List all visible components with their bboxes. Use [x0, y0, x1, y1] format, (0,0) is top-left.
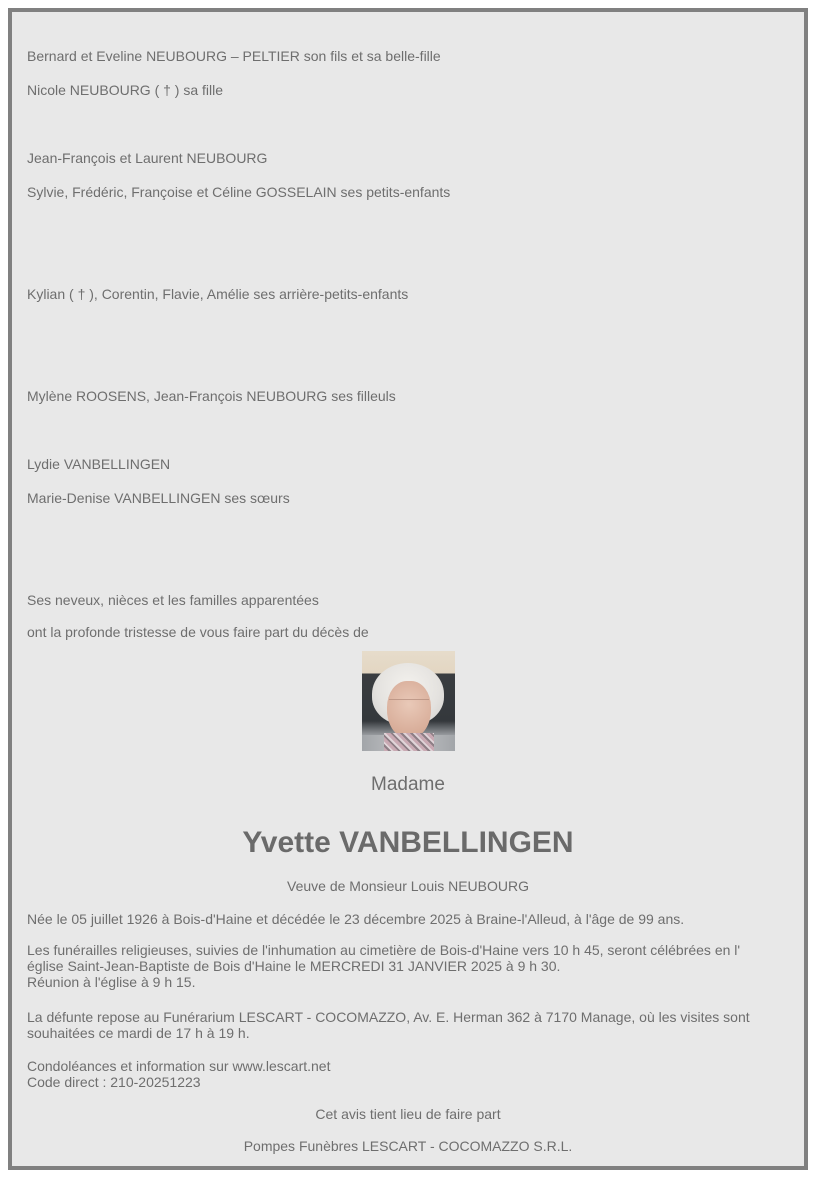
- family-line-sister-1: Lydie VANBELLINGEN: [27, 456, 171, 472]
- funeral-company: Pompes Funèbres LESCART - COCOMAZZO S.R.L.: [243, 1138, 573, 1154]
- notice-text: Cet avis tient lieu de faire part: [315, 1106, 501, 1122]
- family-line-godchildren: Mylène ROOSENS, Jean-François NEUBOURG ses filleuls: [27, 388, 396, 404]
- deceased-name: Yvette VANBELLINGEN: [242, 826, 574, 859]
- direct-code: Code direct : 210-20251223: [27, 1074, 201, 1090]
- birth-death-info: Née le 05 juillet 1926 à Bois-d'Haine et décédée le 23 décembre 2025 à Braine-l'Alleud, à l'âge de 99 ans.: [27, 911, 685, 927]
- funeral-info: [27, 942, 792, 990]
- deceased-photo: [362, 651, 455, 751]
- deceased-title: Madame: [371, 774, 445, 795]
- funeral-line-2: église Saint-Jean-Baptiste de Bois d'Haine le MERCREDI 31 JANVIER 2025 à 9 h 30.: [27, 958, 561, 974]
- condolences-info: [27, 1058, 792, 1090]
- repose-info: [27, 1009, 792, 1041]
- family-line-great-grandchildren: Kylian ( † ), Corentin, Flavie, Amélie ses arrière-petits-enfants: [27, 286, 409, 302]
- obituary-card: [8, 8, 808, 1170]
- family-line-son: Bernard et Eveline NEUBOURG – PELTIER son fils et sa belle-fille: [27, 48, 441, 64]
- family-line-grandsons: Jean-François et Laurent NEUBOURG: [27, 150, 268, 166]
- family-line-extended: Ses neveux, nièces et les familles apparentées: [27, 592, 319, 608]
- family-line-grandchildren: Sylvie, Frédéric, Françoise et Céline GOSSELAIN ses petits-enfants: [27, 184, 451, 200]
- repose-line-2: souhaitées ce mardi de 17 h à 19 h.: [27, 1025, 250, 1041]
- family-line-sisters: Marie-Denise VANBELLINGEN ses sœurs: [27, 490, 290, 506]
- condolences-link[interactable]: Condoléances et information sur www.lescart.net: [27, 1058, 331, 1074]
- announcement-line: ont la profonde tristesse de vous faire part du décès de: [27, 624, 369, 640]
- funeral-line-3: Réunion à l'église à 9 h 15.: [27, 974, 196, 990]
- widow-of: Veuve de Monsieur Louis NEUBOURG: [287, 878, 529, 894]
- repose-line-1: La défunte repose au Funérarium LESCART - COCOMAZZO, Av. E. Herman 362 à 7170 Manage, où les visites sont: [27, 1009, 750, 1025]
- funeral-line-1: Les funérailles religieuses, suivies de l'inhumation au cimetière de Bois-d'Haine vers 10 h 45, seront célébrées en l': [27, 942, 741, 958]
- family-line-daughter: Nicole NEUBOURG ( † ) sa fille: [27, 82, 224, 98]
